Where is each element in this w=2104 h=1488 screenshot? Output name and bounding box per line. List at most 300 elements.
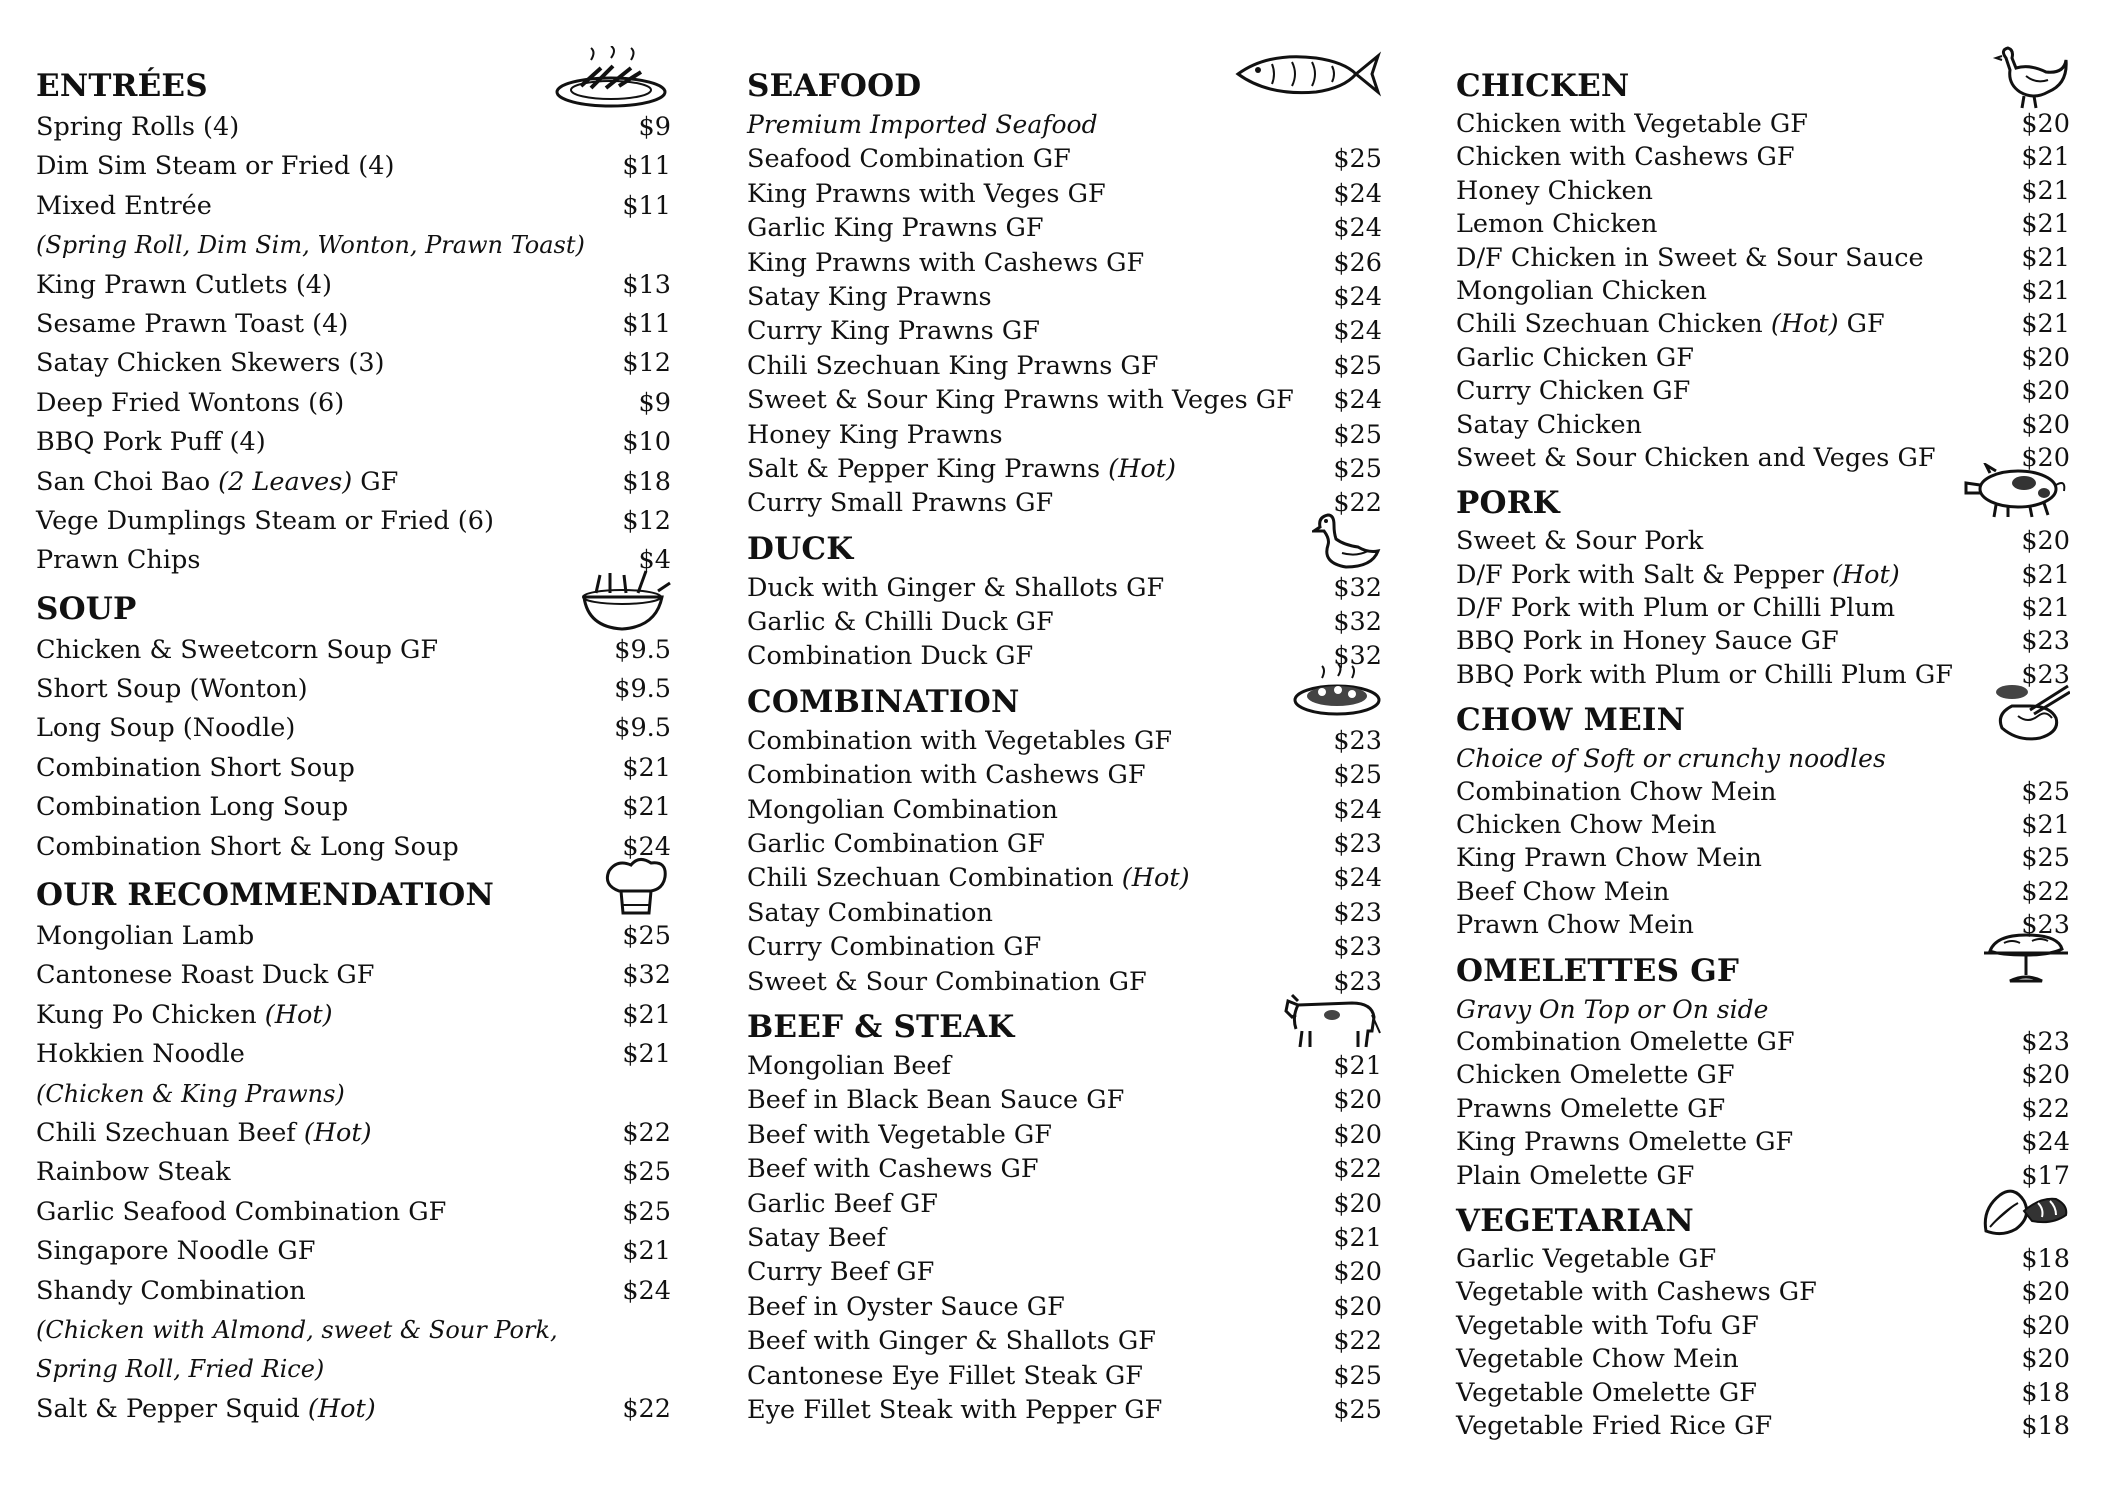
item-name [747,930,1041,964]
menu-section [36,873,671,1429]
item-name-text: Salt & Pepper King Prawns [747,453,1109,484]
menu-item [36,828,671,867]
cow-icon [1282,987,1382,1055]
item-price: $21 [2021,275,2070,306]
item-name-text: Dim Sim Steam or Fried (4) [36,151,395,182]
section-subtitle: Premium Imported Seafood [747,110,1098,139]
menu-item [36,709,671,748]
item-name [747,486,1053,520]
menu-item [1456,876,2070,909]
menu-item [747,486,1382,520]
menu-item [747,724,1382,758]
item-name-italic: (Hot) [1121,863,1190,894]
menu-item [1456,242,2070,275]
item-name [36,305,348,344]
item-name-suffix: GF [1838,309,1885,340]
item-name-text: King Prawns Omelette GF [1456,1127,1794,1158]
item-name [1456,275,1707,308]
item-name [1456,308,1885,341]
item-name-text: Garlic Combination GF [747,829,1045,860]
item-price: $26 [1333,247,1382,278]
item-price: $24 [622,1275,671,1306]
item-name-text: Honey Chicken [1456,175,1653,206]
item-name-text: Garlic & Chilli Duck GF [747,607,1054,638]
item-name-text: Garlic King Prawns GF [747,213,1044,244]
menu-item [1456,175,2070,208]
item-name-text: Chili Szechuan Chicken [1456,309,1771,340]
item-name-text: Shandy Combination [36,1275,306,1306]
menu-section [1456,481,2070,692]
item-name-text: Prawn Chips [36,545,201,576]
item-price: $22 [1333,488,1382,519]
item-name [36,266,332,305]
menu-item [747,1152,1382,1186]
menu-section [1456,949,2070,1193]
item-price: $23 [2021,1026,2070,1057]
menu-item [1456,1243,2070,1276]
menu-item [1456,1310,2070,1343]
menu-item [747,246,1382,280]
item-name-text: Combination Chow Mein [1456,776,1777,807]
menu-item [36,344,671,383]
item-name [1456,592,1895,625]
menu-item [36,917,671,956]
menu-item [1456,1026,2070,1059]
section-subtitle: Choice of Soft or crunchy noodles [1456,744,1886,774]
item-price: $23 [2021,910,2070,941]
menu-section [747,1005,1382,1427]
item-price: $21 [1333,1050,1382,1081]
item-name [1456,1310,1759,1343]
item-price: $25 [1333,144,1382,175]
item-price: $25 [622,1196,671,1227]
menu-item [36,305,671,344]
menu-item [36,1193,671,1232]
item-name [36,996,333,1035]
item-name [36,344,385,383]
menu-section [36,64,671,581]
item-name-text: Cantonese Roast Duck GF [36,960,375,991]
menu-item [1456,592,2070,625]
menu-item [747,1083,1382,1117]
item-name-text: D/F Pork with Salt & Pepper [1456,559,1832,590]
item-price: $9.5 [614,674,671,705]
item-name [36,1193,446,1232]
menu-item [747,383,1382,417]
item-price: $20 [2021,526,2070,557]
item-name [36,788,348,827]
item-price: $18 [2021,1377,2070,1408]
item-name-text: Prawns Omelette GF [1456,1093,1726,1124]
menu-section [747,527,1382,674]
item-name [747,724,1172,758]
menu-item [747,1359,1382,1393]
item-name-text: Chicken Chow Mein [1456,810,1717,841]
item-price: $21 [622,1039,671,1070]
item-name [747,1118,1052,1152]
menu-item [747,758,1382,792]
item-price: $23 [1333,932,1382,963]
item-name [36,709,295,748]
menu-item [1456,1410,2070,1443]
item-name [1456,1059,1735,1092]
menu-column-middle [747,64,1382,1427]
item-price: $25 [1333,1394,1382,1425]
item-name-text: Combination Omelette GF [1456,1026,1795,1057]
vegetables-icon [1980,1181,2070,1241]
item-name-text: Vegetable Omelette GF [1456,1377,1757,1408]
item-name [36,917,254,956]
item-name-text: Garlic Beef GF [747,1188,938,1219]
menu-section [747,680,1382,999]
item-name [747,314,1040,348]
section-title: OMELETTES GF [1456,952,1740,989]
item-price: $20 [2021,1310,2070,1341]
item-name-text: Prawn Chow Mein [1456,910,1694,941]
menu-item [36,266,671,305]
menu-item [747,211,1382,245]
item-price: $21 [622,752,671,783]
item-name [747,142,1071,176]
item-name-text: Chili Szechuan King Prawns GF [747,350,1159,381]
menu-item [1456,659,2070,692]
item-price: $18 [2021,1410,2070,1441]
menu-item [36,147,671,186]
item-price: $25 [1333,453,1382,484]
menu-item [36,384,671,423]
item-price: $9.5 [614,713,671,744]
item-price: $21 [622,792,671,823]
item-name-text: Curry King Prawns GF [747,316,1040,347]
item-name [1456,1160,1694,1193]
item-price: $24 [622,831,671,862]
item-name-text: BBQ Pork with Plum or Chilli Plum GF [1456,659,1953,690]
item-name [36,502,494,541]
menu-item [747,896,1382,930]
soup-bowl-icon [576,569,671,637]
item-name-text: Satay Beef [747,1222,886,1253]
item-name-text: Satay Chicken [1456,409,1642,440]
item-name-italic: (Hot) [303,1117,372,1148]
menu-item [36,1035,671,1074]
item-name-text: Beef Chow Mein [1456,876,1670,907]
menu-item [1456,1126,2070,1159]
menu-item [747,349,1382,383]
item-name-text: Curry Small Prawns GF [747,488,1054,519]
item-price: $10 [622,427,671,458]
item-price: $24 [1333,863,1382,894]
item-name [1456,909,1694,942]
item-name-suffix: GF [352,466,399,497]
section-title: CHOW MEIN [1456,702,1686,739]
item-name [36,541,200,580]
item-price: $25 [1333,1360,1382,1391]
section-title: COMBINATION [747,683,1020,720]
item-name [1456,625,1839,658]
menu-item [36,423,671,462]
item-note: (Chicken & King Prawns) [36,1079,345,1108]
item-name [747,349,1158,383]
item-name [1456,1276,1817,1309]
item-name-text: Long Soup (Noodle) [36,713,296,744]
item-price: $18 [622,466,671,497]
item-name-text: Eye Fillet Steak with Pepper GF [747,1394,1163,1425]
menu-item [747,639,1382,673]
item-name [1456,776,1776,809]
item-price: $24 [2021,1127,2070,1158]
menu-item [1456,1059,2070,1092]
menu-item [1456,208,2070,241]
item-name [747,793,1058,827]
item-name-text: Duck with Ginger & Shallots GF [747,572,1165,603]
item-name-text: Beef with Ginger & Shallots GF [747,1326,1156,1357]
item-name [747,1255,934,1289]
section-title: VEGETARIAN [1456,1202,1694,1239]
item-name-text: Satay King Prawns [747,281,992,312]
item-name [1456,175,1653,208]
menu-item [1456,141,2070,174]
item-price: $20 [1333,1257,1382,1288]
menu-item [747,793,1382,827]
item-name-text: Vege Dumplings Steam or Fried (6) [36,505,494,536]
item-name [1456,108,1808,141]
menu-item [747,314,1382,348]
item-name [1456,242,1924,275]
item-name-text: Mongolian Combination [747,794,1058,825]
item-price: $25 [622,921,671,952]
fish-icon [1232,46,1382,106]
item-name-text: Garlic Chicken GF [1456,342,1694,373]
menu-item [1456,1093,2070,1126]
item-price: $21 [2021,559,2070,590]
item-price: $20 [2021,342,2070,373]
item-name [747,383,1294,417]
item-name [1456,1243,1716,1276]
item-price: $18 [2021,1243,2070,1274]
menu-column-right [1456,64,2070,1443]
menu-item [1456,1343,2070,1376]
item-price: $21 [2021,309,2070,340]
item-name-text: Combination Short & Long Soup [36,831,459,862]
menu-item [36,996,671,1035]
item-name [1456,208,1657,241]
duck-icon [1312,509,1382,577]
item-name-italic: (Hot) [264,999,333,1030]
item-name-text: Salt & Pepper Squid [36,1393,308,1424]
item-price: $32 [622,960,671,991]
item-name [747,1187,938,1221]
item-name-italic: (Hot) [1770,309,1839,340]
item-price: $23 [2021,659,2070,690]
item-price: $25 [622,1157,671,1188]
item-name-text: Sweet & Sour King Prawns with Veges GF [747,385,1294,416]
item-name [1456,1410,1772,1443]
item-name [36,423,266,462]
menu-item [36,1390,671,1429]
item-name-text: Sesame Prawn Toast (4) [36,308,349,339]
item-name [747,758,1146,792]
item-name-text: Mixed Entrée [36,190,212,221]
item-name-text: Kung Po Chicken [36,999,265,1030]
item-name [36,670,308,709]
menu-item [1456,375,2070,408]
menu-item [1456,342,2070,375]
menu-section [1456,1199,2070,1443]
item-name-text: Cantonese Eye Fillet Steak GF [747,1360,1143,1391]
item-name-text: Short Soup (Wonton) [36,674,308,705]
item-name-text: Chicken with Cashews GF [1456,142,1795,173]
combination-dish-icon [1292,662,1382,722]
item-name [1456,375,1690,408]
item-name-text: BBQ Pork in Honey Sauce GF [1456,626,1839,657]
item-name-text: Vegetable with Cashews GF [1456,1277,1817,1308]
item-price: $21 [2021,175,2070,206]
item-name-text: Combination Duck GF [747,641,1034,672]
item-price: $21 [2021,810,2070,841]
menu-section [1456,64,2070,475]
item-name-text: Beef in Black Bean Sauce GF [747,1085,1125,1116]
item-name [747,418,1003,452]
menu-item [1456,108,2070,141]
item-name [36,1272,306,1311]
section-title: OUR RECOMMENDATION [36,877,495,914]
item-price: $20 [2021,1277,2070,1308]
item-name [747,1359,1143,1393]
menu-item [36,1153,671,1192]
item-name-text: Chicken with Vegetable GF [1456,109,1808,139]
item-price: $22 [622,1117,671,1148]
item-price: $12 [622,348,671,379]
menu-item [1456,559,2070,592]
item-price: $24 [1333,281,1382,312]
item-name-text: Mongolian Lamb [36,921,255,952]
menu-item [36,1114,671,1153]
item-name-text: Garlic Seafood Combination GF [36,1196,447,1227]
item-name [747,965,1147,999]
item-name [36,1114,372,1153]
item-name [1456,842,1762,875]
item-name-text: Lemon Chicken [1456,209,1658,240]
item-name [36,749,355,788]
item-name-text: Curry Combination GF [747,932,1042,963]
section-title: PORK [1456,485,1560,522]
item-name-text: Curry Chicken GF [1456,376,1691,407]
menu-item [1456,809,2070,842]
item-name [1456,1343,1739,1376]
item-name [747,1152,1039,1186]
item-name [747,177,1106,211]
item-price: $22 [2021,1093,2070,1124]
item-name-text: Singapore Noodle GF [36,1236,316,1267]
section-title: ENTRÉES [36,68,208,104]
item-price: $32 [1333,607,1382,638]
item-name [36,1390,376,1429]
item-price: $11 [622,151,671,182]
menu-item [36,1272,671,1311]
item-price: $20 [2021,409,2070,440]
item-name-text: Hokkien Noodle [36,1039,245,1070]
item-name [747,280,992,314]
item-name-text: Vegetable Chow Mein [1456,1344,1739,1375]
item-name-text: Deep Fried Wontons (6) [36,387,345,418]
item-price: $23 [1333,966,1382,997]
item-name [747,639,1033,673]
menu-item [36,788,671,827]
menu-item [747,1221,1382,1255]
item-name [36,1153,231,1192]
menu-item [36,502,671,541]
item-name [747,861,1190,895]
menu-item [747,930,1382,964]
item-price: $21 [2021,209,2070,240]
item-note: Spring Roll, Fried Rice) [36,1355,325,1384]
item-name-text: King Prawns with Veges GF [747,178,1106,209]
item-name [747,1393,1162,1427]
item-price: $9 [638,387,671,418]
item-name-text: Chili Szechuan Combination [747,863,1122,894]
item-name-text: Beef in Oyster Sauce GF [747,1291,1065,1322]
item-price: $32 [1333,641,1382,672]
menu-item [747,1290,1382,1324]
item-name-text: King Prawns with Cashews GF [747,247,1145,278]
item-name [747,211,1044,245]
menu-item [36,956,671,995]
item-price: $22 [1333,1154,1382,1185]
item-name [747,1324,1156,1358]
item-price: $25 [1333,760,1382,791]
item-price: $24 [1333,213,1382,244]
menu-item [1456,625,2070,658]
item-name-text: Seafood Combination GF [747,144,1071,175]
item-price: $25 [2021,843,2070,874]
item-price: $20 [2021,442,2070,473]
item-price: $25 [1333,419,1382,450]
item-name-text: Chicken & Sweetcorn Soup GF [36,634,439,665]
menu-item [1456,842,2070,875]
item-name [1456,1093,1725,1126]
noodle-plate-icon [551,46,671,114]
item-name [1456,442,1936,475]
item-name-text: Sweet & Sour Pork [1456,526,1704,557]
menu-item [747,177,1382,211]
item-name [747,1049,951,1083]
item-name-text: Combination Long Soup [36,792,349,823]
section-title: SOUP [36,590,137,627]
item-name-text: BBQ Pork Puff (4) [36,427,266,458]
item-name-text: Curry Beef GF [747,1257,935,1288]
menu-item [36,670,671,709]
item-name-text: Vegetable Fried Rice GF [1456,1410,1773,1441]
item-name-text: Satay Chicken Skewers (3) [36,348,385,379]
menu-section [1456,698,2070,942]
item-price: $20 [1333,1119,1382,1150]
menu-item [1456,308,2070,341]
item-name-text: Sweet & Sour Combination GF [747,966,1147,997]
omelette-stand-icon [1980,931,2070,991]
item-price: $22 [622,1393,671,1424]
item-name-text: Spring Rolls (4) [36,112,240,142]
menu-item [1456,776,2070,809]
menu-item [747,1324,1382,1358]
menu-column-left [36,64,671,1429]
item-price: $32 [1333,572,1382,603]
item-price: $20 [2021,1060,2070,1091]
item-price: $9 [638,112,671,142]
item-name-text: Combination Short Soup [36,752,355,783]
item-name-text: Sweet & Sour Chicken and Veges GF [1456,442,1936,473]
item-price: $24 [1333,316,1382,347]
item-name [1456,876,1669,909]
